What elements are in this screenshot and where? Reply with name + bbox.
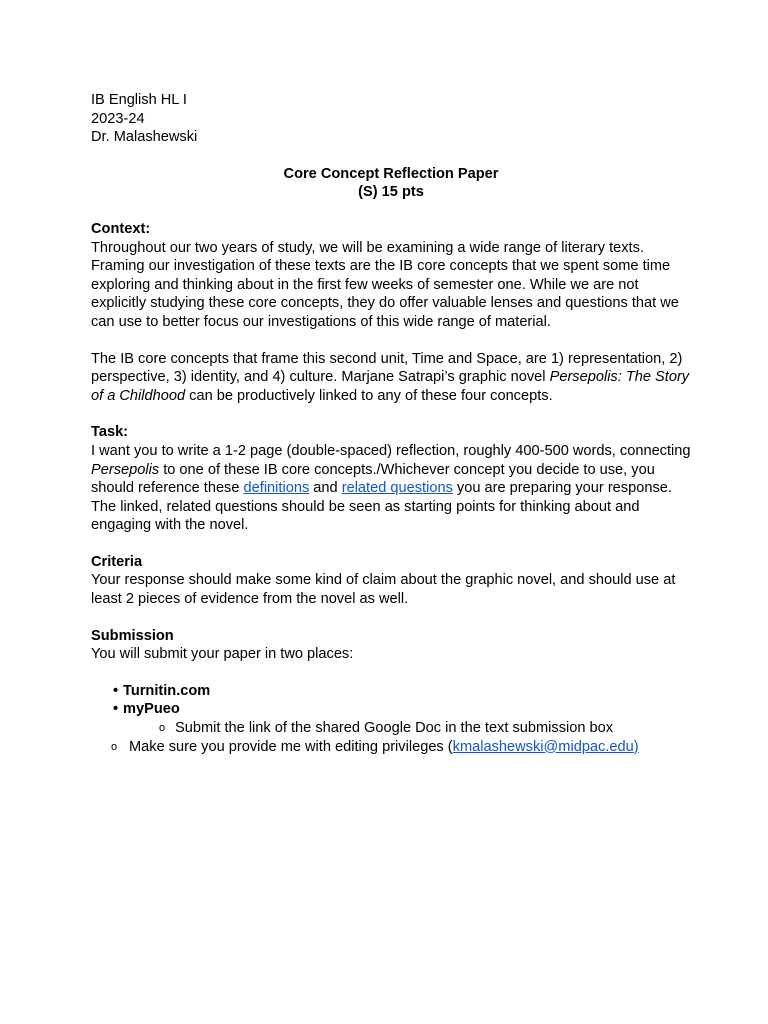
course-name: IB English HL I: [91, 92, 187, 108]
email-link[interactable]: kmalashewski@midpac.edu: [452, 738, 634, 755]
bullet-icon: •: [113, 682, 119, 699]
document-header: [91, 91, 691, 147]
assignment-title: Core Concept Reflection Paper: [283, 165, 499, 182]
criteria-paragraph: Your response should make some kind of claim about the graphic novel, and should use at least 2 pieces of evidence from the novel as well.: [91, 572, 676, 608]
task-paragraph: I want you to write a 1-2 page (double-spaced) reflection, roughly 400-500 words, connecting Persepolis to one of these IB core concepts./Whichever concept you decide to use, you should reference these definitions and related questions you are preparing your response. The linked, related questions should be seen as starting points for thinking about and engaging with the novel.: [91, 442, 691, 534]
list-item: • myPueo: [113, 701, 180, 718]
submission-heading: Submission: [91, 627, 174, 644]
assignment-points: (S) 15 pts: [358, 184, 424, 201]
school-year: 2023-24: [91, 110, 145, 127]
sub-list-item: o Submit the link of the shared Google Doc in the text submission box: [159, 720, 614, 737]
circle-bullet-icon: o: [111, 740, 118, 753]
submission-intro: You will submit your paper in two places:: [91, 646, 354, 663]
teacher-name: Dr. Malashewski: [91, 129, 198, 146]
document-body: [91, 91, 691, 756]
book-title-short: Persepolis: [91, 461, 160, 478]
criteria-heading: Criteria: [91, 553, 143, 570]
context-heading: Context:: [91, 220, 151, 237]
submission-list: [91, 682, 691, 719]
context-paragraph-1: Throughout our two years of study, we will be examining a wide range of literary texts. Framing our investigation of these texts are the IB core concepts that we spent some time exploring and thinking about in the first few weeks of semester one. While we are not explicitly studying these core concepts, they do offer valuable lenses and questions that we can use to better focus our investigations of this wide range of material.: [91, 239, 679, 330]
book-title: Persepolis: The Story of a Childhood: [91, 369, 690, 404]
circle-bullet-icon: o: [159, 722, 166, 735]
sub-list-item: o Make sure you provide me with editing privileges (kmalashewski@midpac.edu): [111, 738, 639, 755]
closing-paren: ): [633, 738, 639, 755]
bullet-icon: •: [113, 701, 119, 718]
related-questions-link[interactable]: related questions: [341, 480, 453, 497]
assignment-title-block: [91, 165, 691, 202]
definitions-link[interactable]: definitions: [243, 480, 310, 497]
context-paragraph-2: The IB core concepts that frame this second unit, Time and Space, are 1) representation, 2) perspective, 3) identity, and 4) culture. Marjane Satrapi’s graphic novel Persepolis: The Story of a Childhood can be productively linked to any of these four concepts.: [91, 350, 690, 404]
list-item: • Turnitin.com: [113, 682, 211, 699]
task-heading: Task:: [91, 424, 129, 441]
